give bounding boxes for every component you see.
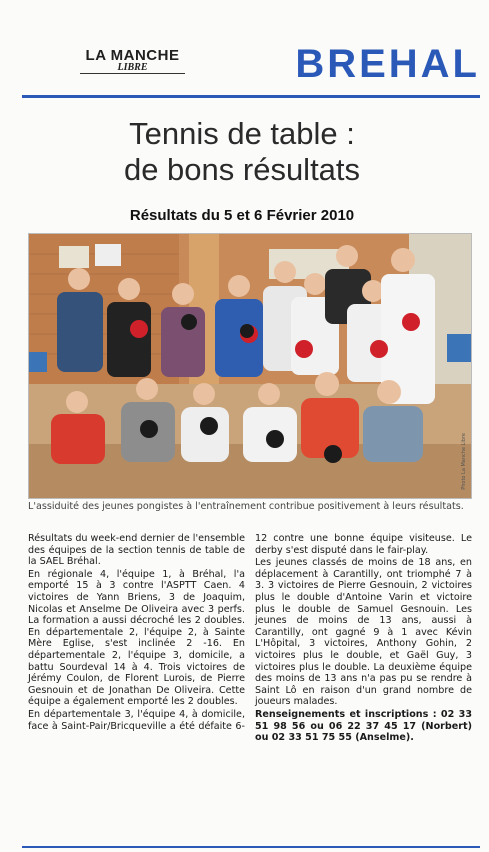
article-contact-info: Renseignements et inscriptions : 02 33 51 98 56 ou 06 22 37 45 17 (Norbert) ou 02 33 51 75 55 (Anselme). bbox=[255, 708, 472, 744]
newspaper-logo bbox=[70, 48, 195, 84]
article-body bbox=[28, 533, 472, 835]
photo-caption: L'assiduité des jeunes pongistes à l'entraînement contribue positivement à leurs résultats. bbox=[28, 501, 464, 512]
article-headline bbox=[22, 116, 462, 188]
article-paragraph: En régionale 4, l'équipe 1, à Bréhal, l'a emporté 15 à 3 contre l'ASPTT Caen. 4 victoires de Yann Briens, 3 de Joaquim, Nicolas et Anselme De Oliveira avec 3 perfs. La formation a aussi décroché les 2 doubles. En départementale 2, l'équipe 2, à Sainte Mère Eglise, s'est inclinée 2 -16. En départementale 2, l'équipe 3, domicile, a battu Sourdeval 14 à 4. Trois victoires de Jérémy Coulon, de Florent Lurois, de Pierre Gesnouin et de Jonathan De Oliveira. Cette équipe a également emporté les 2 doubles. bbox=[28, 568, 245, 708]
logo-top-text: LA MANCHE bbox=[85, 47, 180, 64]
logo-bottom-text: LIBRE bbox=[117, 62, 148, 73]
town-title: BREHAL bbox=[295, 42, 480, 86]
article-paragraph: En départementale 3, l'équipe 4, à domicile, face à Saint-Pair/Bricqueville a été défaite 6-12 contre une bonne équipe visiteuse. Le derby s'est disputé dans le fair-play. bbox=[28, 533, 472, 732]
article-subheading: Résultats du 5 et 6 Février 2010 bbox=[129, 207, 355, 224]
logo-rule bbox=[80, 73, 185, 74]
header-divider bbox=[22, 95, 480, 98]
photo-credit: Photo La Manche Libre bbox=[461, 433, 467, 490]
headline-line-1: Tennis de table : bbox=[129, 116, 355, 151]
footer-divider bbox=[22, 846, 480, 848]
masthead bbox=[22, 38, 480, 96]
team-photo bbox=[28, 233, 472, 499]
team-photo-illustration bbox=[29, 234, 471, 498]
article-paragraph: Les jeunes classés de moins de 18 ans, en déplacement à Carantilly, ont triomphé 7 à 3. 3 victoires de Pierre Gesnouin, 2 victoires plus le double d'Antoine Varin et victoire plus le double de Samuel Gesnouin. Les jeunes de moins de 13 ans, aussi à Carantilly, ont gagné 9 à 1 avec Kévin L'Hôpital, 3 victoires, Anthony Gohin, 2 victoires plus le double, et Gaël Guy, 3 victoires plus le double. La deuxième équipe des moins de 13 ans n'a pas pu se rendre à Saint Lô en raison d'un grand nombre de joueurs malades. bbox=[255, 557, 472, 708]
article-paragraph: Résultats du week-end dernier de l'ensemble des équipes de la section tennis de table de la SAEL Bréhal. bbox=[28, 533, 245, 568]
headline-line-2: de bons résultats bbox=[123, 152, 361, 187]
